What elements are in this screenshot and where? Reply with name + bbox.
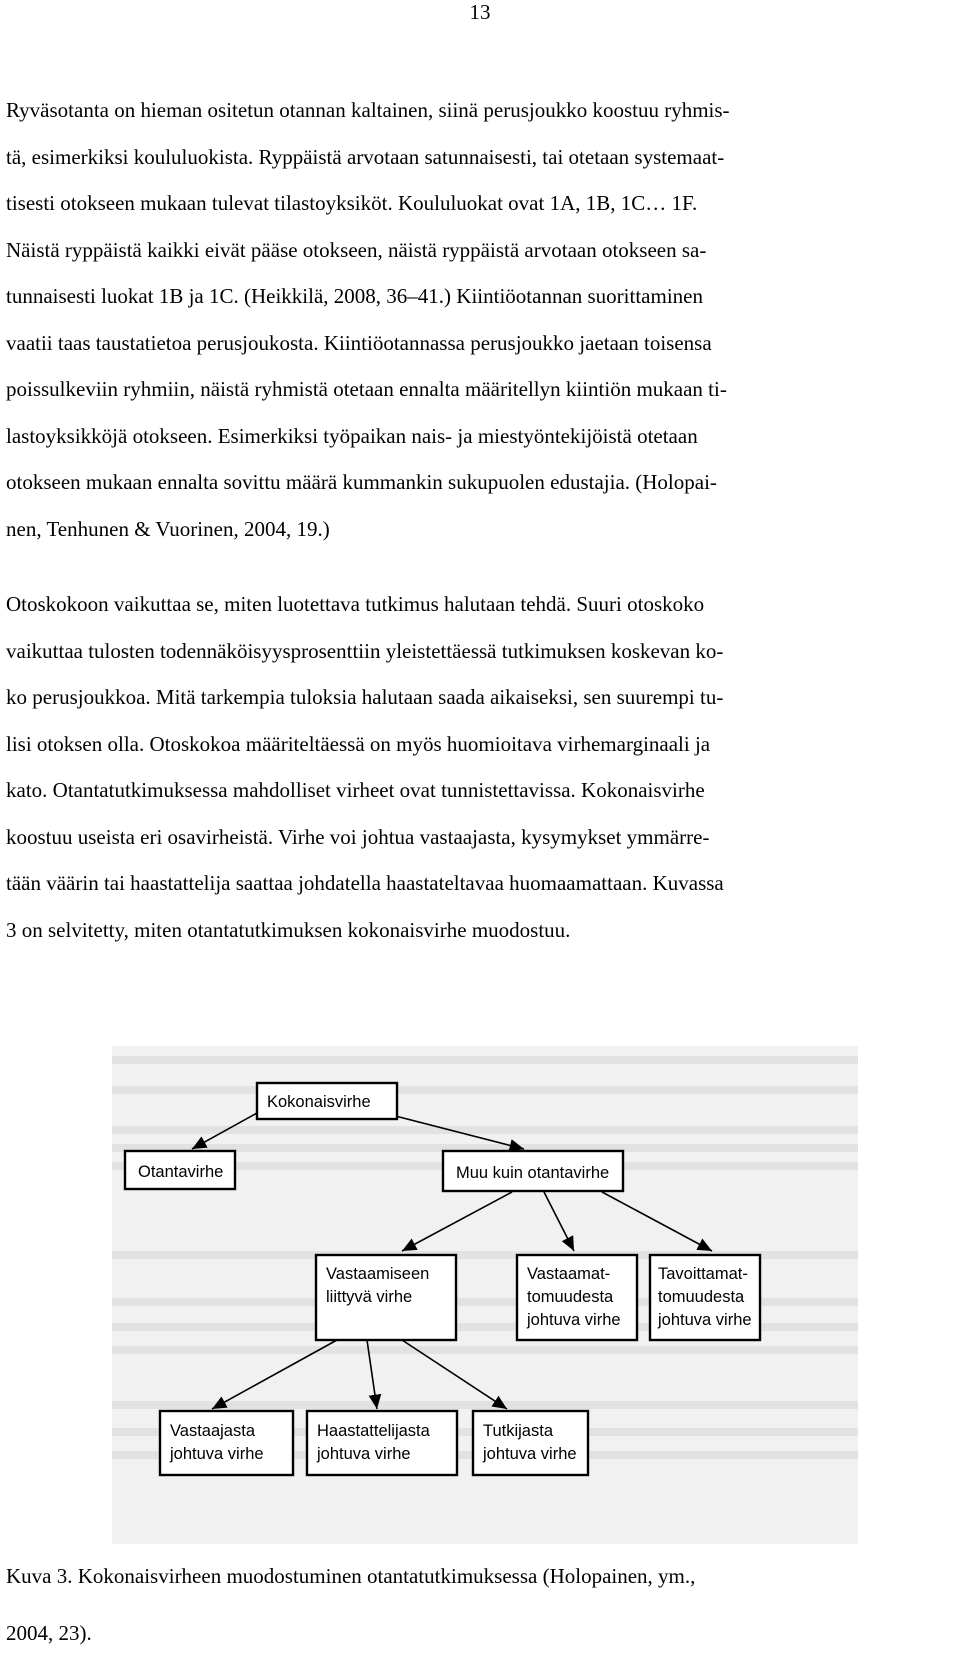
paragraph-2 bbox=[6, 581, 926, 953]
node-vastaajasta-box bbox=[160, 1411, 293, 1475]
node-label: Vastaamat- bbox=[527, 1265, 611, 1283]
node-label: Tavoittamat- bbox=[658, 1265, 748, 1283]
arrow bbox=[544, 1192, 574, 1251]
error-diagram bbox=[112, 1046, 858, 1544]
text-line: ko perusjoukkoa. Mitä tarkempia tuloksia halutaan saada aikaiseksi, sen suurempi tu- bbox=[6, 685, 724, 709]
arrow bbox=[402, 1192, 512, 1251]
node-label: johtuva virhe bbox=[317, 1445, 411, 1463]
caption-line: Kuva 3. Kokonaisvirheen muodostuminen otantatutkimuksessa (Holopainen, ym., bbox=[6, 1564, 696, 1588]
node-label: tomuudesta bbox=[527, 1288, 614, 1306]
caption-line: 2004, 23). bbox=[6, 1621, 92, 1645]
arrow bbox=[402, 1340, 507, 1409]
node-label: Vastaamiseen bbox=[326, 1265, 430, 1283]
text-line: tä, esimerkiksi koululuokista. Ryppäistä arvotaan satunnaisesti, tai otetaan systemaat- bbox=[6, 144, 725, 169]
node-label: Tutkijasta bbox=[483, 1422, 553, 1440]
node-label: johtuva virhe bbox=[527, 1311, 621, 1329]
paragraph-1 bbox=[6, 87, 926, 552]
arrow bbox=[192, 1113, 257, 1149]
node-label: Vastaajasta bbox=[170, 1422, 255, 1440]
arrow bbox=[602, 1192, 712, 1251]
node-label: johtuva virhe bbox=[170, 1445, 264, 1463]
arrow bbox=[212, 1340, 337, 1409]
text-line: Ryväsotanta on hieman ositetun otannan kaltainen, siinä perusjoukko koostuu ryhmis- bbox=[6, 98, 730, 122]
arrow bbox=[367, 1340, 377, 1409]
node-tutkijasta-box bbox=[473, 1411, 588, 1475]
node-haastattelijasta-box bbox=[307, 1411, 457, 1475]
node-label: johtuva virhe bbox=[483, 1445, 577, 1463]
text-line: koostuu useista eri osavirheistä. Virhe voi johtua vastaajasta, kysymykset ymmärre- bbox=[6, 824, 710, 849]
text-line: tään väärin tai haastattelija saattaa johdatella haastateltavaa huomaamattaan. Kuvassa bbox=[6, 871, 724, 895]
text-line: kato. Otantatutkimuksessa mahdolliset virheet ovat tunnistettavissa. Kokonaisvirhe bbox=[6, 778, 705, 802]
text-line: Otoskokoon vaikuttaa se, miten luotettava tutkimus halutaan tehdä. Suuri otoskoko bbox=[6, 592, 705, 616]
node-label: Kokonaisvirhe bbox=[267, 1093, 371, 1111]
text-line: Näistä ryppäistä kaikki eivät pääse otokseen, näistä ryppäistä arvotaan otokseen sa- bbox=[6, 237, 707, 262]
figure-caption bbox=[6, 1548, 926, 1662]
text-line: tisesti otokseen mukaan tulevat tilastoyksiköt. Koululuokat ovat 1A, 1B, 1C… 1F. bbox=[6, 191, 698, 215]
page-number: 13 bbox=[469, 0, 491, 24]
text-line: 3 on selvitetty, miten otantatutkimuksen kokonaisvirhe muodostuu. bbox=[6, 917, 571, 942]
text-line: vaikuttaa tulosten todennäköisyysprosenttiin yleistettäessä tutkimuksen koskevan ko- bbox=[6, 638, 724, 663]
node-label: liittyvä virhe bbox=[326, 1288, 413, 1306]
node-label: Otantavirhe bbox=[138, 1163, 224, 1181]
node-label: Haastattelijasta bbox=[317, 1422, 430, 1440]
text-line: otokseen mukaan ennalta sovittu määrä kummankin sukupuolen edustajia. (Holopai- bbox=[6, 470, 717, 494]
text-line: lastoyksikköjä otokseen. Esimerkiksi työpaikan nais- ja miestyöntekijöistä otetaan bbox=[6, 423, 698, 448]
text-line: lisi otoksen olla. Otoskokoa määriteltäessä on myös huomioitava virhemarginaali ja bbox=[6, 731, 711, 756]
text-line: poissulkeviin ryhmiin, näistä ryhmistä otetaan ennalta määritellyn kiintiön mukaan ti- bbox=[6, 377, 727, 401]
node-label: johtuva virhe bbox=[658, 1311, 752, 1329]
node-label: tomuudesta bbox=[658, 1288, 745, 1306]
node-label: Muu kuin otantavirhe bbox=[456, 1164, 610, 1182]
text-line: vaatii taas taustatietoa perusjoukosta. Kiintiöotannassa perusjoukko jaetaan toisensa bbox=[6, 330, 712, 355]
figure-scan bbox=[112, 1046, 858, 1544]
text-line: tunnaisesti luokat 1B ja 1C. (Heikkilä, 2008, 36–41.) Kiintiöotannan suorittaminen bbox=[6, 284, 703, 308]
text-line: nen, Tenhunen & Vuorinen, 2004, 19.) bbox=[6, 516, 330, 541]
